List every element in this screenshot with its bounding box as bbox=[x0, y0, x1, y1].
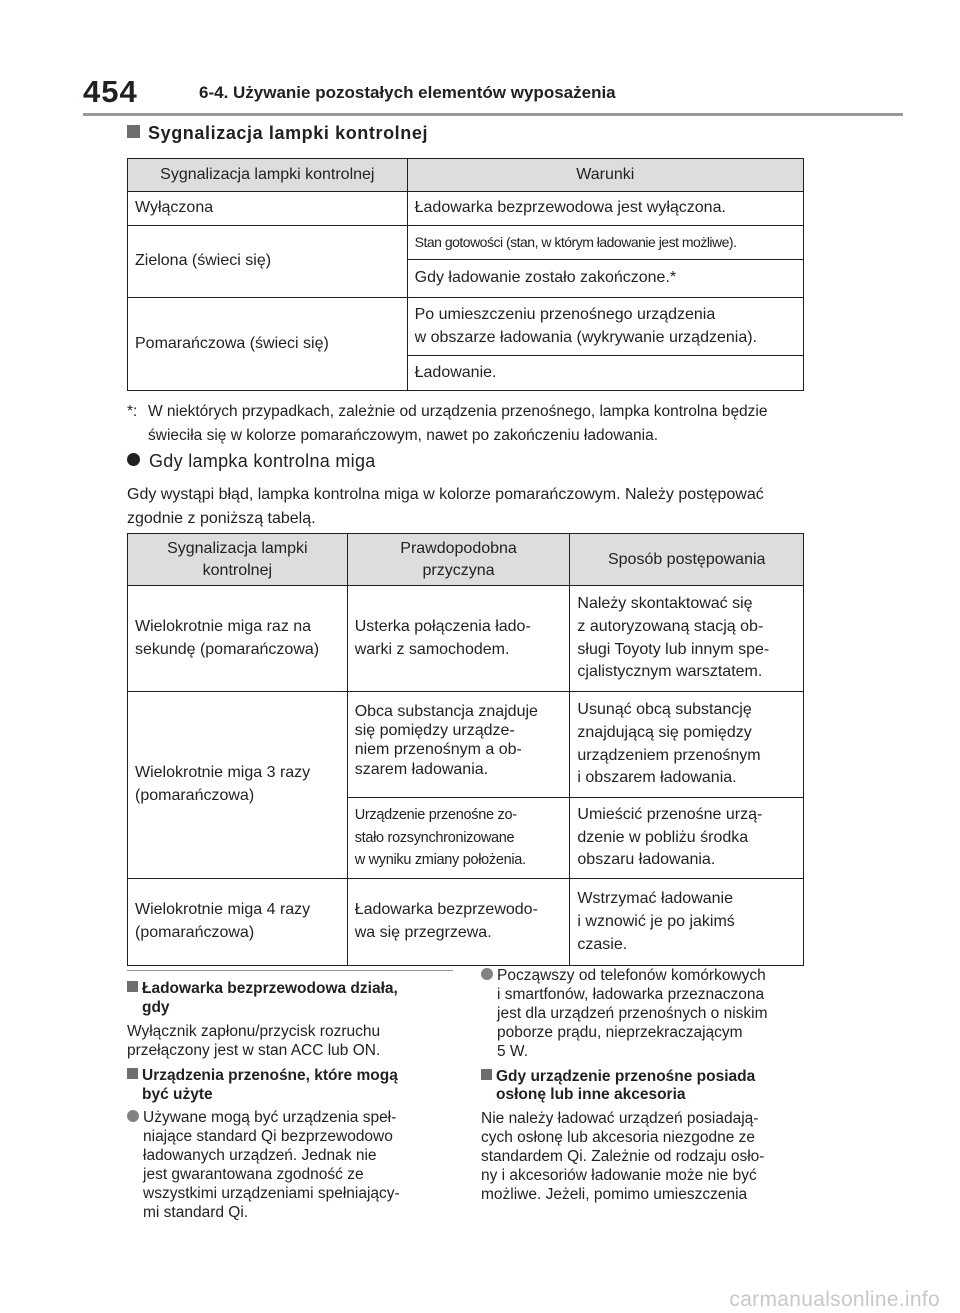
note-heading-text: być użyte bbox=[142, 1085, 213, 1103]
cell-line: stało rozsynchronizowane bbox=[354, 829, 515, 846]
footnote-mark: *: bbox=[127, 403, 138, 420]
text-line: Nie należy ładować urządzeń posiadają- bbox=[481, 1110, 759, 1128]
table-cell bbox=[570, 692, 804, 798]
table-cell: Zielona (świeci się) bbox=[128, 226, 408, 298]
cell-line: (pomarańczowa) bbox=[135, 924, 255, 942]
header-divider bbox=[83, 113, 903, 116]
cell-line: Ładowarka bezprzewodo- bbox=[354, 901, 538, 919]
header-line: Prawdopodobna bbox=[400, 540, 517, 558]
table-cell bbox=[570, 586, 804, 692]
text-line: mi standard Qi. bbox=[143, 1203, 249, 1221]
text-line: i smartfonów, ładowarka przeznaczona bbox=[497, 985, 765, 1003]
cell-line: wa się przegrzewa. bbox=[354, 924, 492, 942]
note-paragraph bbox=[127, 1023, 457, 1061]
round-bullet-icon bbox=[481, 968, 493, 980]
table-header-cell: Warunki bbox=[407, 159, 803, 192]
section-heading-text: Gdy lampka kontrolna miga bbox=[149, 451, 376, 471]
table-header-cell: Sposób postępowania bbox=[570, 534, 804, 586]
header-line: przyczyna bbox=[422, 561, 495, 579]
note-heading bbox=[127, 980, 457, 1018]
table-cell bbox=[128, 692, 348, 879]
cell-line: Należy skontaktować się bbox=[577, 595, 753, 613]
cell-line: dzenie w pobliżu środka bbox=[577, 828, 749, 846]
cell-line: Usunąć obcą substancję bbox=[577, 701, 752, 719]
cell-line: w wyniku zmiany położenia. bbox=[354, 852, 526, 869]
cell-line: Po umieszczeniu przenośnego urządzenia bbox=[414, 305, 716, 323]
table-header-cell bbox=[128, 534, 348, 586]
text-line: wszystkimi urządzeniami spełniający- bbox=[143, 1185, 400, 1203]
table-cell bbox=[128, 879, 348, 966]
cell-line: Usterka połączenia łado- bbox=[354, 617, 531, 635]
table-cell: Ładowarka bezprzewodowa jest wyłączona. bbox=[407, 192, 803, 226]
table-cell bbox=[570, 798, 804, 879]
text-line: przełączony jest w stan ACC lub ON. bbox=[127, 1041, 381, 1059]
indicator-table bbox=[127, 158, 804, 391]
table-cell: Stan gotowości (stan, w którym ładowanie jest możliwe). bbox=[407, 226, 803, 260]
text-line: ny i akcesoriów ładowanie może nie być bbox=[481, 1167, 757, 1185]
cell-line: cjalistycznym warsztatem. bbox=[577, 663, 763, 681]
text-line: jest dla urządzeń przenośnych o niskim bbox=[497, 1004, 768, 1022]
cell-line: i wznowić je po jakimś bbox=[577, 912, 735, 930]
table-cell bbox=[570, 879, 804, 966]
text-line: Używane mogą być urządzenia speł- bbox=[143, 1109, 397, 1127]
text-line: ładowanych urządzeń. Jednak nie bbox=[143, 1147, 377, 1165]
text-line: jest gwarantowana zgodność ze bbox=[143, 1166, 364, 1184]
cell-line: Wielokrotnie miga 4 razy bbox=[135, 901, 311, 919]
chapter-title: 6-4. Używanie pozostałych elementów wyposażenia bbox=[199, 83, 616, 102]
section-heading-indicator bbox=[127, 123, 428, 144]
header-line: kontrolnej bbox=[202, 561, 273, 579]
note-bullet bbox=[481, 967, 811, 1062]
cell-line: Obca substancja znajduje bbox=[354, 703, 538, 720]
note-heading-text: Ładowarka bezprzewodowa działa, bbox=[142, 980, 398, 997]
footnote-text: W niektórych przypadkach, zależnie od urządzenia przenośnego, lampka kontrolna będzie świeciła się w kolorze pomarańczowym, nawet po zakończeniu ładowania. bbox=[148, 403, 768, 445]
table-cell: Ładowanie. bbox=[407, 356, 803, 391]
text-line: standardem Qi. Zależnie od rodzaju osło- bbox=[481, 1148, 765, 1166]
table-cell bbox=[347, 692, 570, 798]
left-column bbox=[127, 980, 457, 1229]
section-paragraph: Gdy wystąpi błąd, lampka kontrolna miga w kolorze pomarańczowym. Należy postępować zgodnie z poniższą tabelą. bbox=[127, 486, 764, 527]
right-column bbox=[481, 967, 811, 1211]
text-line: Wyłącznik zapłonu/przycisk rozruchu bbox=[127, 1022, 381, 1040]
table-cell bbox=[347, 586, 570, 692]
round-bullet-icon bbox=[127, 453, 140, 466]
cell-line: sługi Toyoty lub innym spe- bbox=[577, 640, 770, 658]
cell-line: urządzeniem przenośnym bbox=[577, 746, 761, 764]
cell-line: w obszarze ładowania (wykrywanie urządzenia). bbox=[414, 328, 757, 346]
table-header-cell bbox=[347, 534, 570, 586]
text-line: niające standard Qi bezprzewodowo bbox=[143, 1128, 393, 1146]
table-cell bbox=[407, 298, 803, 356]
square-bullet-icon bbox=[127, 981, 138, 992]
table-cell: Wyłączona bbox=[128, 192, 408, 226]
cell-line: Wstrzymać ładowanie bbox=[577, 890, 733, 908]
cell-line: Wielokrotnie miga raz na bbox=[135, 617, 312, 635]
cell-line: Urządzenie przenośne zo- bbox=[354, 807, 517, 824]
cell-line: warki z samochodem. bbox=[354, 640, 510, 658]
note-heading-text: Gdy urządzenie przenośne posiada bbox=[496, 1067, 756, 1085]
table-cell: Pomarańczowa (świeci się) bbox=[128, 298, 408, 391]
note-paragraph bbox=[481, 1110, 811, 1205]
note-heading-text: gdy bbox=[142, 998, 170, 1016]
note-heading-text: Urządzenia przenośne, które mogą bbox=[142, 1066, 398, 1084]
table-cell bbox=[128, 586, 348, 692]
cell-line: z autoryzowaną stacją ob- bbox=[577, 617, 764, 635]
text-line: 5 W. bbox=[497, 1042, 529, 1060]
cell-line: czasie. bbox=[577, 935, 628, 953]
table-cell: Gdy ładowanie zostało zakończone.* bbox=[407, 260, 803, 298]
section-heading-text: Sygnalizacja lampki kontrolnej bbox=[148, 123, 429, 143]
page-number: 454 bbox=[83, 74, 138, 109]
square-bullet-icon bbox=[127, 125, 140, 138]
table-cell bbox=[347, 798, 570, 879]
cell-line: szarem ładowania. bbox=[354, 760, 489, 778]
round-bullet-icon bbox=[127, 1110, 139, 1122]
cell-line: sekundę (pomarańczowa) bbox=[135, 640, 320, 658]
cell-line: niem przenośnym a ob- bbox=[354, 741, 522, 759]
blinking-table bbox=[127, 533, 804, 966]
cell-line: (pomarańczowa) bbox=[135, 787, 255, 805]
cell-line: znajdującą się pomiędzy bbox=[577, 723, 752, 741]
text-line: poborze prądu, nieprzekraczającym bbox=[497, 1023, 743, 1041]
cell-line: Wielokrotnie miga 3 razy bbox=[135, 764, 311, 782]
section-heading-blinking bbox=[127, 451, 376, 472]
note-bullet bbox=[127, 1109, 457, 1222]
note-heading bbox=[127, 1067, 457, 1105]
text-line: Począwszy od telefonów komórkowych bbox=[497, 967, 766, 984]
table-cell bbox=[347, 879, 570, 966]
cell-line: Umieścić przenośne urzą- bbox=[577, 806, 763, 823]
footnote bbox=[127, 400, 807, 448]
note-heading-text: osłonę lub inne akcesoria bbox=[496, 1086, 686, 1104]
square-bullet-icon bbox=[127, 1068, 138, 1079]
header-line: Sygnalizacja lampki bbox=[167, 540, 308, 558]
table-header-cell: Sygnalizacja lampki kontrolnej bbox=[128, 159, 408, 192]
square-bullet-icon bbox=[481, 1069, 492, 1080]
watermark: carmanualsonline.info bbox=[729, 1288, 940, 1311]
cell-line: obszaru ładowania. bbox=[577, 851, 716, 869]
column-divider bbox=[127, 970, 453, 971]
cell-line: się pomiędzy urządze- bbox=[354, 722, 515, 740]
cell-line: i obszarem ładowania. bbox=[577, 769, 737, 787]
text-line: możliwe. Jeżeli, pomimo umieszczenia bbox=[481, 1185, 748, 1203]
note-heading bbox=[481, 1068, 811, 1106]
text-line: cych osłonę lub akcesoria niezgodne ze bbox=[481, 1129, 756, 1147]
